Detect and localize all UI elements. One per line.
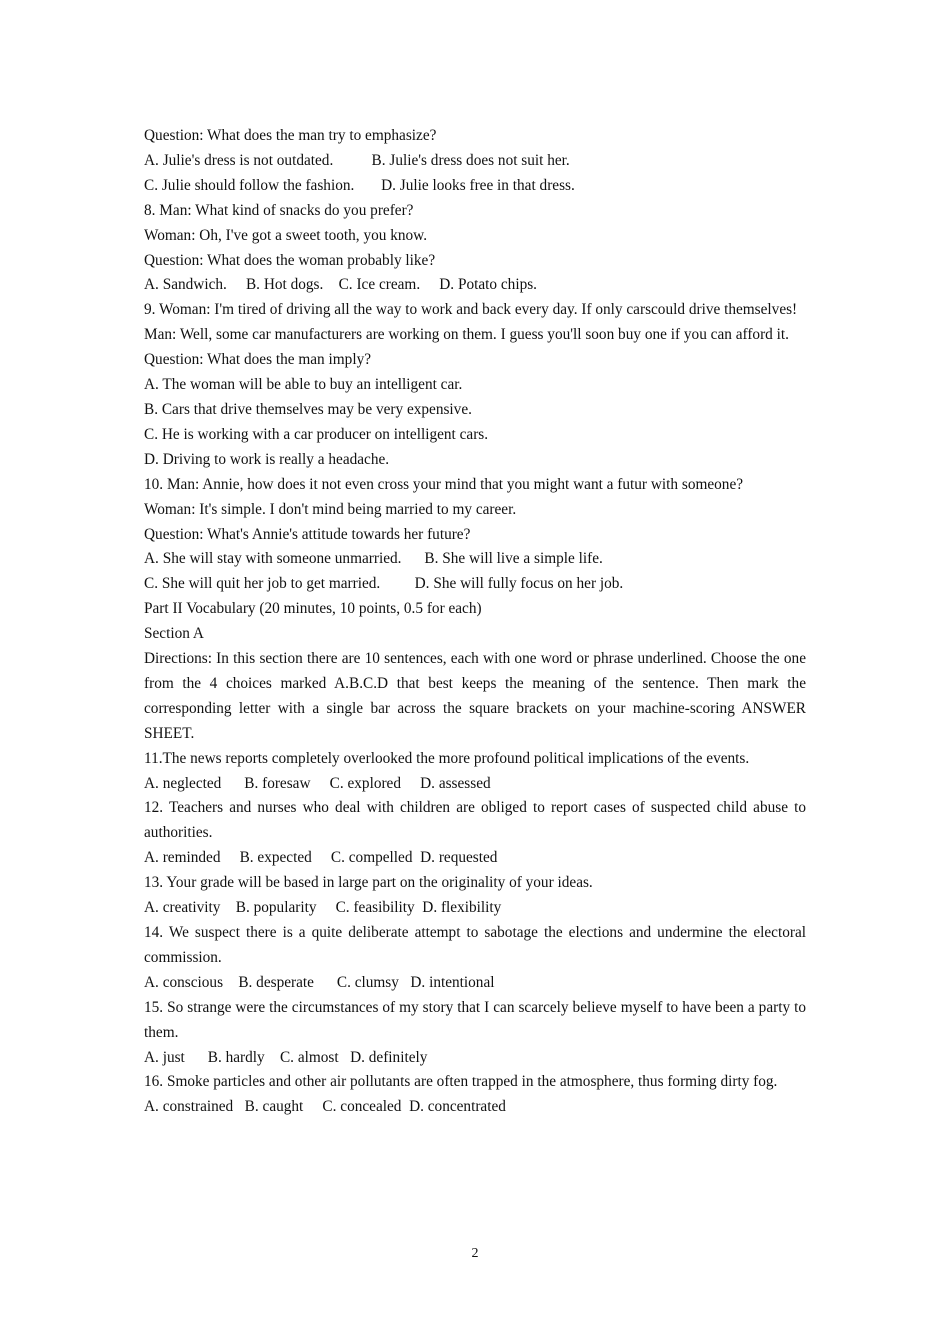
- text-line: Question: What does the woman probably like?: [144, 251, 436, 269]
- question-text: 16. Smoke particles and other air pollutants are often trapped in the atmosphere, thus forming dirty fog.: [144, 1073, 778, 1091]
- text-line: 10. Man: Annie, how does it not even cross your mind that you might want a futur with someone?: [144, 475, 744, 493]
- text-line: C. He is working with a car producer on intelligent cars.: [144, 425, 489, 443]
- text-line: 8. Man: What kind of snacks do you prefer?: [144, 201, 414, 219]
- question-text: 14. We suspect there is a quite deliberate attempt to sabotage the elections and undermine the electoral commission.: [144, 924, 806, 966]
- answer-options: A. constrained B. caught C. concealed D. concentrated: [144, 1098, 506, 1116]
- question-text: 11.The news reports completely overlooked the more profound political implications of the events.: [144, 749, 750, 767]
- text-line: C. She will quit her job to get married. D. She will fully focus on her job.: [144, 575, 624, 593]
- directions-paragraph: Directions: In this section there are 10 sentences, each with one word or phrase underlined. Choose the one from the 4 choices marked A.B.C.D that best keeps the meaning of the sentence. Then mark the corresponding letter with a single bar across the square brackets on your machine-scoring ANSWER SHEET.: [144, 650, 806, 742]
- text-line: Question: What does the man imply?: [144, 351, 372, 369]
- text-line: Question: What does the man try to emphasize?: [144, 127, 437, 144]
- text-line: Question: What's Annie's attitude towards her future?: [144, 525, 471, 543]
- answer-options: A. creativity B. popularity C. feasibility D. flexibility: [144, 899, 502, 917]
- answer-options: A. reminded B. expected C. compelled D. requested: [144, 849, 498, 867]
- text-line: A. The woman will be able to buy an intelligent car.: [144, 376, 463, 394]
- answer-options: A. neglected B. foresaw C. explored D. assessed: [144, 774, 491, 792]
- section-heading: Part II Vocabulary (20 minutes, 10 points, 0.5 for each): [144, 600, 482, 618]
- section-heading: Section A: [144, 625, 204, 643]
- question-text: 15. So strange were the circumstances of my story that I can scarcely believe myself to have been a party to them.: [144, 998, 806, 1041]
- text-line: A. Sandwich. B. Hot dogs. C. Ice cream. D. Potato chips.: [144, 276, 537, 294]
- text-paragraph: 9. Woman: I'm tired of driving all the way to work and back every day. If only carscould drive themselves!: [144, 301, 798, 319]
- question-text: 13. Your grade will be based in large part on the originality of your ideas.: [144, 874, 593, 892]
- text-line: D. Driving to work is really a headache.: [144, 450, 390, 468]
- answer-options: A. conscious B. desperate C. clumsy D. intentional: [144, 973, 495, 991]
- text-line: B. Cars that drive themselves may be very expensive.: [144, 400, 472, 418]
- text-line: C. Julie should follow the fashion. D. Julie looks free in that dress.: [144, 176, 575, 194]
- document-body: [144, 124, 806, 1120]
- page-number: 2: [471, 1246, 479, 1261]
- question-text: 12. Teachers and nurses who deal with children are obliged to report cases of suspected child abuse to authorities.: [144, 799, 806, 842]
- text-line: Woman: It's simple. I don't mind being married to my career.: [144, 500, 517, 518]
- text-paragraph: Man: Well, some car manufacturers are working on them. I guess you'll soon buy one if you can afford it.: [144, 326, 789, 344]
- text-line: A. She will stay with someone unmarried. B. She will live a simple life.: [144, 550, 603, 568]
- text-line: Woman: Oh, I've got a sweet tooth, you know.: [144, 226, 428, 244]
- text-line: A. Julie's dress is not outdated. B. Julie's dress does not suit her.: [144, 151, 570, 169]
- answer-options: A. just B. hardly C. almost D. definitely: [144, 1048, 428, 1066]
